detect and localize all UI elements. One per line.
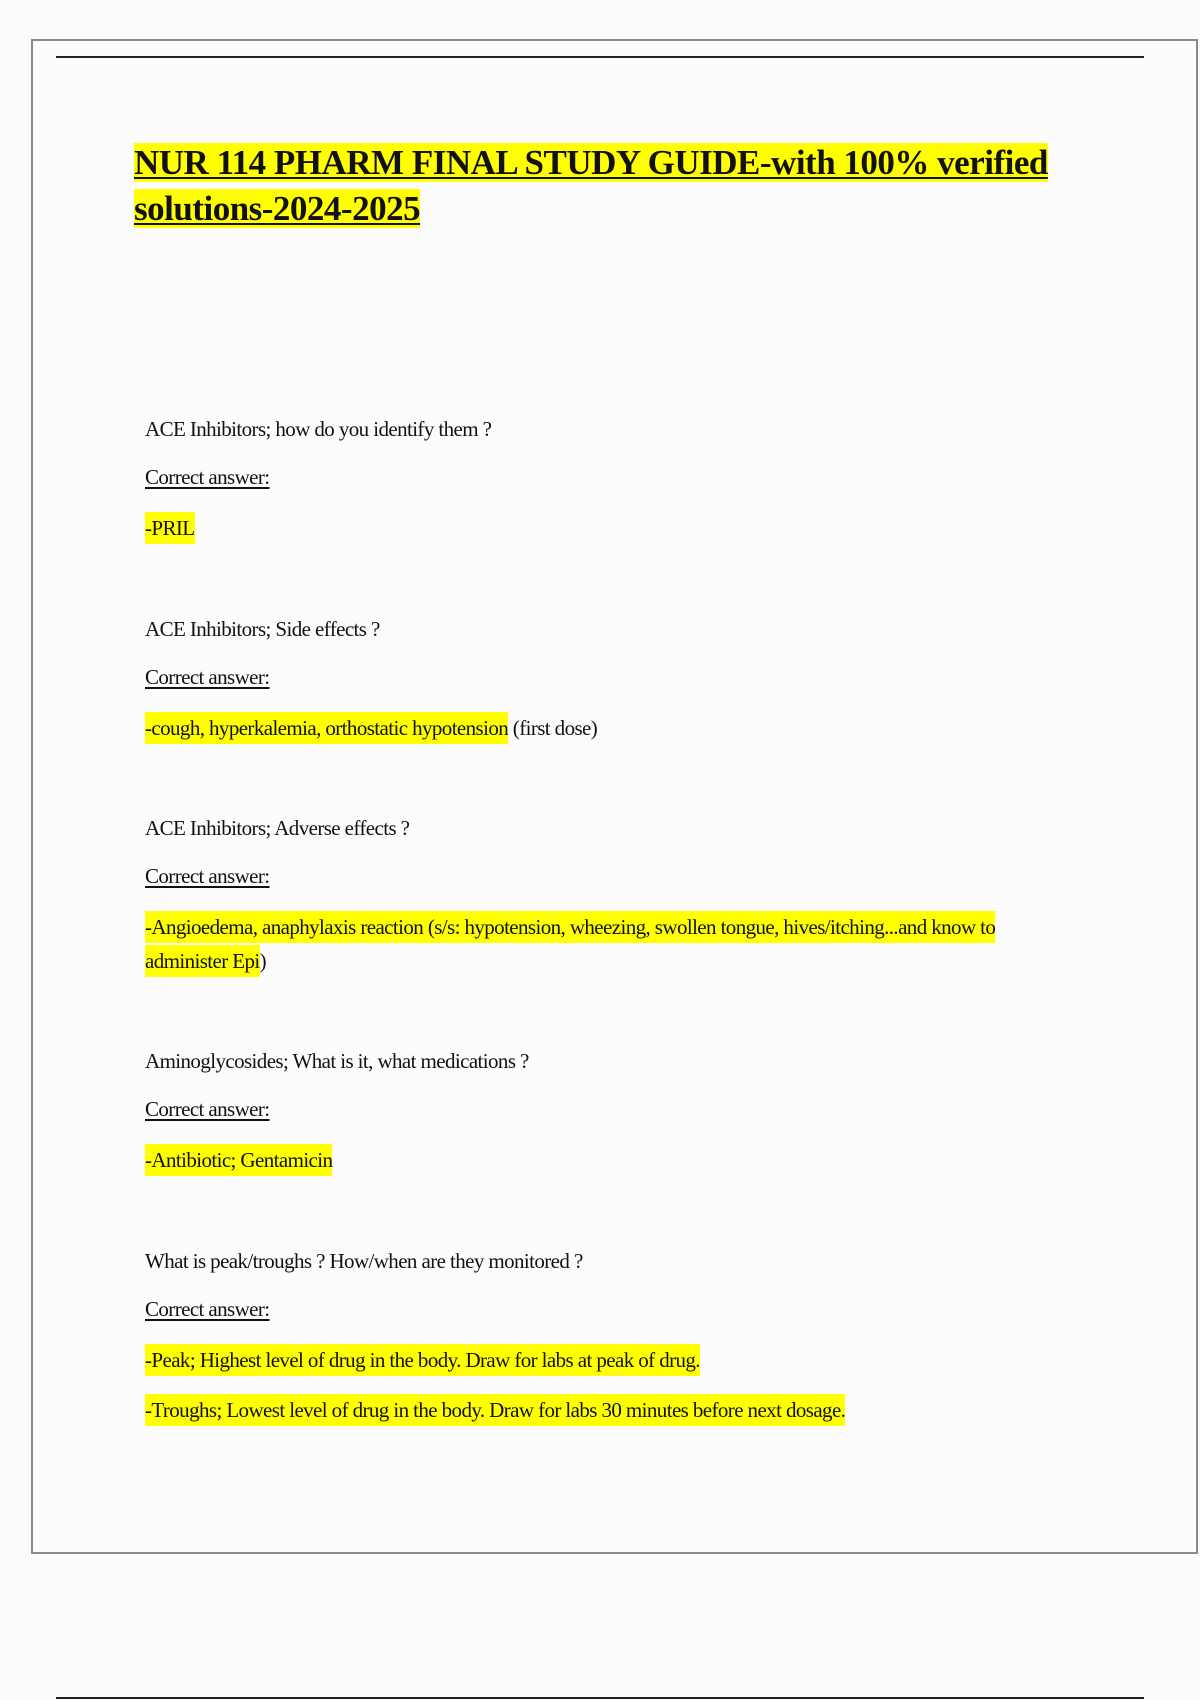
correct-answer-label: Correct answer: [145, 465, 270, 489]
document-title-text: NUR 114 PHARM FINAL STUDY GUIDE-with 100% verified solutions-2024-2025 [134, 143, 1048, 228]
correct-answer-label: Correct answer: [145, 1097, 270, 1121]
header-rule [56, 56, 1144, 58]
answer-text [145, 711, 1075, 745]
question-text: What is peak/troughs ? How/when are they monitored ? [145, 1249, 583, 1273]
answer-text [145, 910, 1075, 978]
answer-highlight: -Angioedema, anaphylaxis reaction (s/s: hypotension, wheezing, swollen tongue, hives/itching...and know to administer Epi [145, 911, 995, 977]
answer-highlight: -Antibiotic; Gentamicin [145, 1144, 332, 1176]
question-text: ACE Inhibitors; how do you identify them ? [145, 417, 492, 441]
answer-highlight: -cough, hyperkalemia, orthostatic hypotension [145, 712, 508, 744]
answer-text [145, 511, 1075, 545]
answer-text-2 [145, 1393, 1075, 1427]
question-text: ACE Inhibitors; Adverse effects ? [145, 816, 410, 840]
question-text: ACE Inhibitors; Side effects ? [145, 617, 380, 641]
qa-item [145, 1247, 1075, 1427]
answer-plain: ) [259, 949, 267, 973]
answer-text [145, 1343, 1075, 1377]
correct-answer-label: Correct answer: [145, 665, 270, 689]
qa-item [145, 615, 1075, 745]
question-text: Aminoglycosides; What is it, what medications ? [145, 1049, 529, 1073]
answer-highlight: -PRIL [145, 512, 195, 544]
qa-item [145, 814, 1075, 978]
answer-text [145, 1143, 1075, 1177]
correct-answer-label: Correct answer: [145, 864, 270, 888]
answer-plain: (first dose) [508, 716, 598, 740]
footer-rule [56, 1697, 1144, 1699]
qa-item [145, 1047, 1075, 1177]
correct-answer-label: Correct answer: [145, 1297, 270, 1321]
qa-item [145, 415, 1075, 545]
answer-highlight-2: -Troughs; Lowest level of drug in the body. Draw for labs 30 minutes before next dosage. [145, 1394, 845, 1426]
document-title [134, 140, 1054, 232]
answer-highlight: -Peak; Highest level of drug in the body. Draw for labs at peak of drug. [145, 1344, 700, 1376]
